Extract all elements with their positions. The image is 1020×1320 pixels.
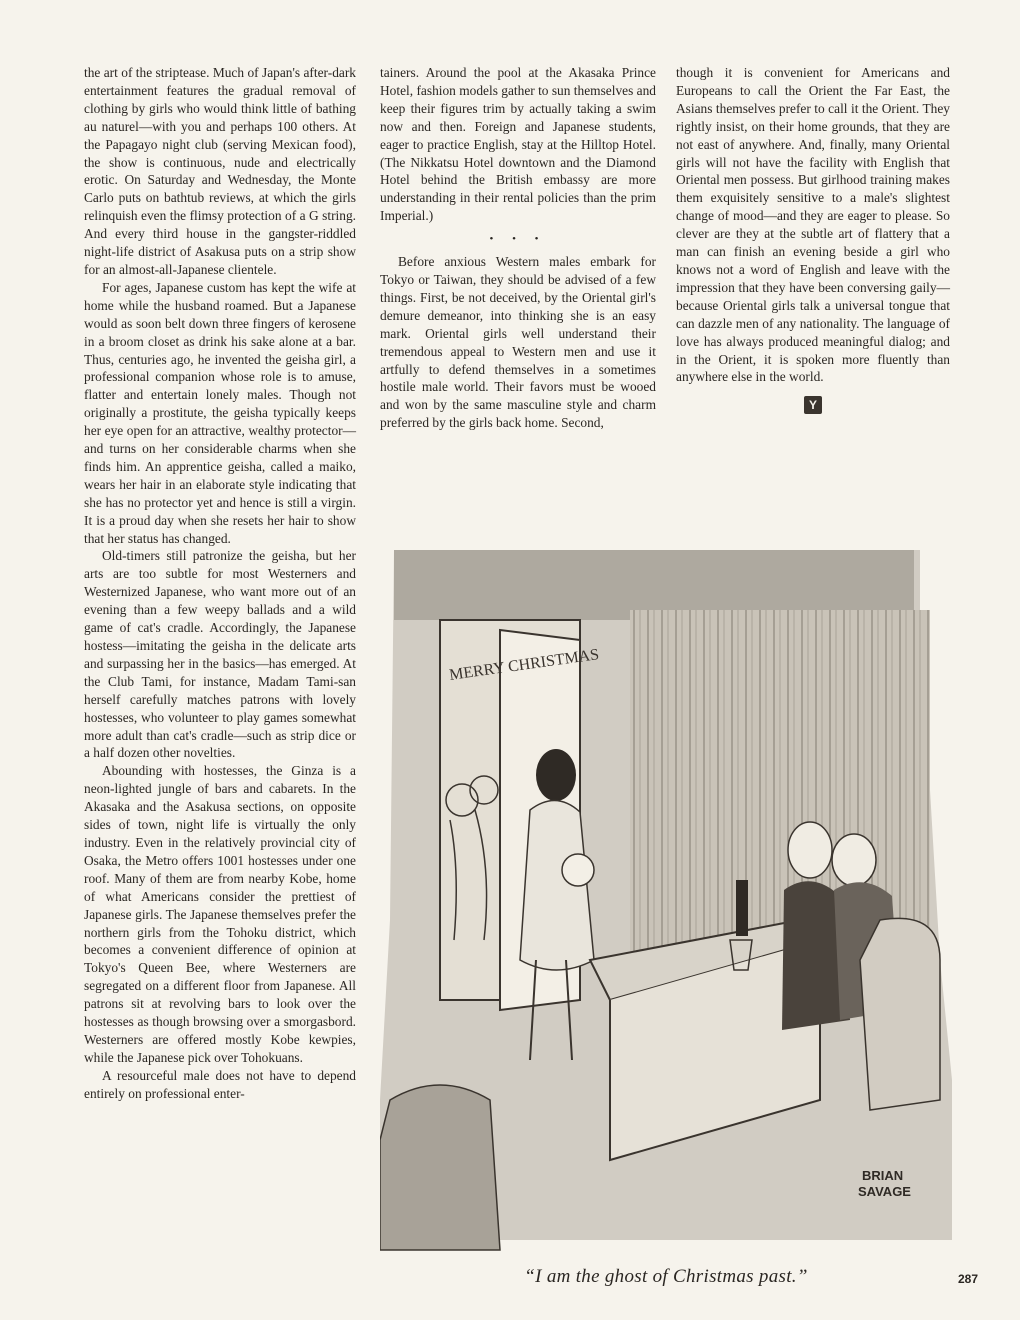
man-seated	[832, 834, 876, 886]
paragraph: though it is convenient for Americans and Europeans to call the Orient the Far East, the Asians themselves prefer to call it the Orient. They rightly insist, on their home grounds, that they are not east of anywhere. And, finally, many Oriental girls will not have the facility with English that Oriental men possess. But girlhood training makes them exquisitely sensitive to a male's slightest change of mood—and they are eager to please. So clever are they at the subtle art of flattery that a man can finish an evening beside a girl who knows not a word of English and leave with the impression that they have been conversing gaily—because Oriental girls talk a universal tongue that can dazzle men of any nationality. The language of love has always produced meaningful dialog; and in the Orient, it is spoken more fluently than anywhere else in the world.	[676, 65, 950, 385]
paragraph: Before anxious Western males embark for Tokyo or Taiwan, they should be advised of a few things. First, be not deceived, by the Oriental girl's demure demeanor, into thinking she is an easy mark. Oriental girls well understand their tremendous appeal to Western men and use it artfully to defend themselves in a sometimes hostile male world. Their favors must be wooed and won by the same masculine style and charm preferred by the girls back home. Second,	[380, 254, 656, 431]
paragraph: tainers. Around the pool at the Akasaka Prince Hotel, fashion models gather to sun themselves and keep their figures trim by actually taking a swim now and then. Foreign and Japanese students, eager to practice English, stay at the Hilltop Hotel. (The Nikkatsu Hotel downtown and the Diamond Hotel behind the British embassy are more understanding in their rental policies than the prim Imperial.)	[380, 65, 656, 224]
cartoon-caption: “I am the ghost of Christmas past.”	[524, 1266, 808, 1287]
baby-figure	[562, 854, 594, 886]
paragraph: A resourceful male does not have to depend entirely on professional enter-	[84, 1067, 356, 1101]
paragraph: For ages, Japanese custom has kept the wife at home while the husband roamed. But a Japanese would as soon belt down three fingers of kerosene in a broom closet as drink his sake alone at a bar. Thus, centuries ago, he invented the geisha girl, a professional companion whose role is to amuse, flatter and entertain lonely males. Though not originally a prostitute, the geisha typically keeps her eye open for an attractive, wealthy protector—and turns on her considerable charms when she finds him. An apprentice geisha, called a maiko, wears her hair in an elaborate style indicating that she has no protector yet and hence is still a virgin. It is a proud day when she resets her hair to show that her status has changed.	[84, 279, 356, 546]
wine-bottle	[736, 880, 748, 936]
page-number: 287	[958, 1272, 979, 1286]
foreground-chair	[380, 1085, 500, 1250]
artist-signature: BRIAN	[862, 1168, 904, 1183]
cartoon-illustration	[380, 540, 952, 1260]
article-column-2	[380, 64, 656, 432]
end-mark-icon: Y	[804, 396, 822, 414]
artist-signature: SAVAGE	[858, 1184, 911, 1199]
section-divider: • • •	[489, 233, 547, 246]
banner-text: MERRY CHRISTMAS	[448, 646, 601, 684]
paragraph: the art of the striptease. Much of Japan's after-dark entertainment features the gradual removal of clothing by girls who would think little of bathing au naturel—with you and perhaps 100 others. At the Papagayo night club (serving Mexican food), the show is continuous, nude and electrically erotic. On Saturday and Wednesday, the Monte Carlo puts on bathtub reviews, at which the girls relinquish even the flimsy protection of a G string. And every third house in the gangster-riddled night-life district of Asakusa puts on a strip show for an almost-all-Japanese clientele.	[84, 65, 356, 277]
article-column-3	[676, 64, 950, 414]
paragraph: Old-timers still patronize the geisha, but her arts are too subtle for most Westerners and Westernized Japanese, who want more out of an evening than a few weepy ballads and a wild game of cat's cradle. Accordingly, the Japanese hostess—imitating the geisha in the delicate arts and surpassing her in the basics—has emerged. At the Club Tami, for instance, Madam Tami-san herself carefully matches patrons with lovely hostesses, who volunteer to play games somewhat more adult than cat's cradle—such as strip dice or a half dozen other novelties.	[84, 548, 356, 761]
article-column-1	[84, 64, 356, 1103]
woman-seated	[788, 822, 832, 878]
armchair	[860, 918, 940, 1110]
paragraph: Abounding with hostesses, the Ginza is a neon-lighted jungle of bars and cabarets. In the Akasaka and the Asakusa sections, on opposite sides of town, night life is virtually the only industry. Even in the relatively provincial city of Osaka, the Metro offers 1001 hostesses under one roof. Many of them are from nearby Kobe, home of what Americans consider the prettiest of Japanese girls. The Japanese themselves prefer the northern girls from the Tohoku district, which becomes a convenient difference of opinion at Tokyo's Queen Bee, where Westerners are segregated on a different floor from Japanese. All patrons sit at revolving bars to look over the hostesses as though browsing over a smorgasbord. Westerners are offered mostly Kobe kewpies, while the Japanese pick over Tohokuans.	[84, 763, 356, 1065]
woman-figure	[536, 749, 576, 801]
